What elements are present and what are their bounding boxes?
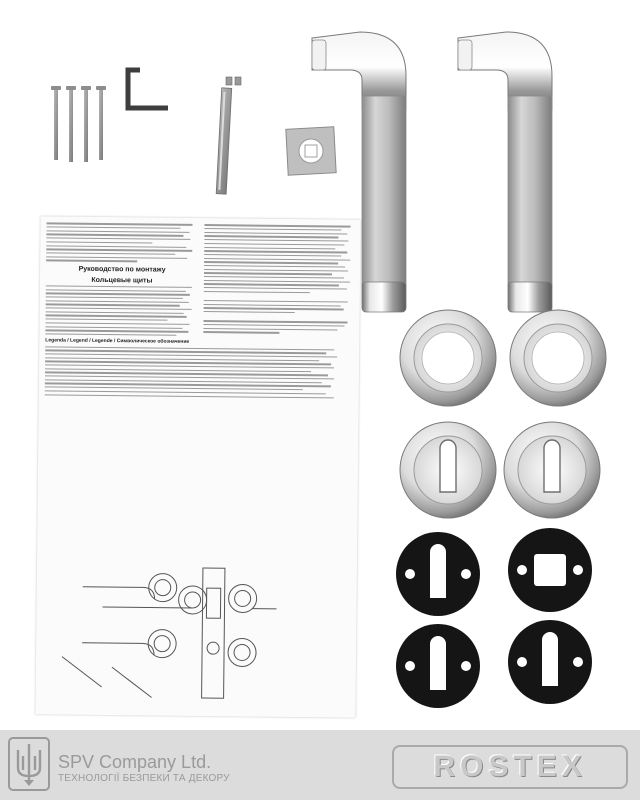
keyhole-escutcheon [400,422,496,518]
trident-icon [6,736,52,792]
company-name: SPV Company Ltd. [58,752,212,772]
rubber-gasket [508,528,592,612]
rubber-gasket [508,620,592,704]
grub-screws [226,77,241,85]
legend-title: Legenda / Legend / Legende / Символическое обозначение [45,337,190,346]
lever-handle [458,32,552,312]
screw [96,86,106,160]
round-rose [400,310,496,406]
exploded-assembly-diagram [41,546,279,712]
instruction-column-left [45,220,199,399]
mounting-screws [51,86,106,162]
brand-logo: ROSTEX [433,750,587,783]
screw [81,86,91,162]
rubber-gasket [396,624,480,708]
company-tagline: ТЕХНОЛОГІЇ БЕЗПЕКИ ТА ДЕКОРУ [58,773,230,784]
instruction-sheet [35,216,360,717]
mounting-plate [286,127,336,175]
screw [66,86,76,162]
square-spindle [216,88,232,194]
screw [51,86,61,160]
rubber-gasket [396,532,480,616]
hex-key [128,70,168,108]
keyhole-escutcheon [504,422,600,518]
instruction-heading: Руководство по монтажу [78,265,166,274]
round-rose [510,310,606,406]
instruction-subheading: Кольцевые щиты [91,276,153,285]
instruction-column-right [203,222,356,337]
